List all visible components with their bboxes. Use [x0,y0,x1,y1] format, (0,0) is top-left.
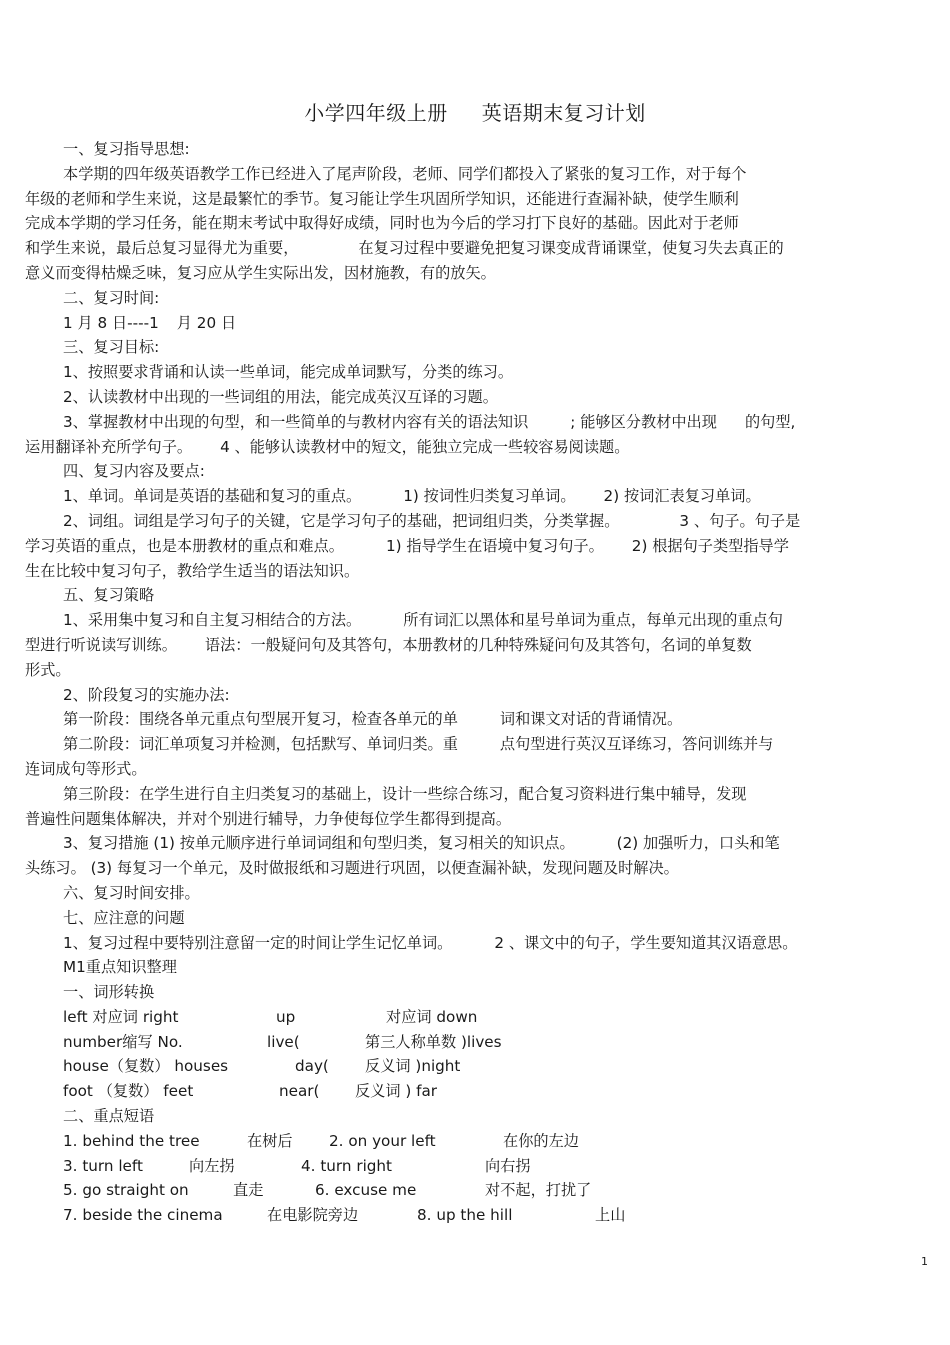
paragraph-line [25,534,915,559]
paragraph-line: 完成本学期的学习任务，能在期末考试中取得好成绩，同时也为今后的学习打下良好的基础。因此对于老师 [25,214,739,233]
text-span: 的句型, [744,412,796,431]
paragraph-line [25,707,915,732]
phrase-row [25,1178,915,1203]
m1-heading: M1重点知识整理 [63,958,177,977]
paragraph-line [25,410,915,435]
phrase-zh: 上山 [595,1206,626,1225]
page-title [0,97,950,126]
paragraph-line: 形式。 [25,660,71,679]
text-span: 1、复习过程中要特别注意留一定的时间让学生记忆单词。 [63,933,453,952]
phrase-zh: 对不起，打扰了 [485,1181,592,1200]
word-form-row [25,1054,915,1079]
paragraph-line: 普遍性问题集体解决，并对个别进行辅导，力争使每位学生都得到提高。 [25,809,511,828]
phrase-en: 2. on your left [329,1131,436,1150]
section-heading: 三、复习目标: [63,338,160,357]
section-heading: 一、复习指导思想: [63,140,190,158]
text-span: 所有词汇以黑体和星号单词为重点，每单元出现的重点句 [403,611,783,630]
phrase-zh: 在你的左边 [503,1131,579,1150]
text-span: (2) 加强听力，口头和笔 [616,834,780,853]
subsection-heading: 一、词形转换 [63,983,155,1002]
text-span: 第一阶段：围绕各单元重点句型展开复习，检查各单元的单 [63,710,458,729]
paragraph-line [25,608,915,633]
word-form-cell: 反义词 )night [365,1057,461,1076]
text-span: ; 能够区分教材中出现 [570,412,717,431]
text-span: 3、复习措施 (1) 按单元顺序进行单词词组和句型归类，复习相关的知识点。 [63,834,575,853]
word-form-cell [503,1054,703,1079]
paragraph-line: 头练习。 (3) 每复习一个单元，及时做报纸和习题进行巩固，以便查漏补缺，发现问题及时解决。 [25,859,679,878]
word-form-cell: day( [295,1057,329,1076]
phrase-row [25,1203,915,1228]
word-form-cell: foot （复数） feet [63,1082,194,1101]
paragraph-line [25,484,915,509]
section-heading: 七、应注意的问题 [63,908,185,927]
word-form-cell: number缩写 No. [63,1032,183,1051]
paragraph-line [25,732,915,757]
phrase-zh: 在电影院旁边 [267,1206,359,1225]
word-form-cell [531,1079,731,1104]
paragraph-line [25,633,915,658]
phrase-zh: 直走 [233,1181,264,1200]
phrase-en: 8. up the hill [417,1206,513,1225]
word-form-cell: 第三人称单数 )lives [365,1032,502,1051]
text-span: 1) 按词性归类复习单词。 [403,487,576,506]
text-span: 2、词组。词组是学习句子的关键，它是学习句子的基础，把词组归类，分类掌握。 [63,511,620,530]
paragraph-line [25,509,915,534]
paragraph-line: 1、按照要求背诵和认读一些单词，能完成单词默写，分类的练习。 [63,363,514,382]
text-span: 和学生来说，最后总复习显得尤为重要， [25,239,299,258]
text-span: 运用翻译补充所学句子。 [25,437,193,456]
text-span: 语法：一般疑问句及其答句，本册教材的几种特殊疑问句及其答句，名词的单复数 [204,635,752,654]
word-form-cell [503,1030,703,1055]
text-span: 3、掌握教材中出现的句型，和一些简单的与教材内容有关的语法知识 [63,412,529,431]
word-form-row [25,1079,915,1104]
text-span: 点句型进行英汉互译练习，答问训练并与 [499,735,774,754]
text-span: 第二阶段：词汇单项复习并检测，包括默写、单词归类。重 [63,735,458,754]
paragraph-line [25,311,915,336]
word-form-cell: live( [267,1032,300,1051]
paragraph-line: 2、认读教材中出现的一些词组的用法，能完成英汉互译的习题。 [63,387,498,406]
paragraph-line: 第三阶段：在学生进行自主归类复习的基础上，设计一些综合练习，配合复习资料进行集中辅导，发现 [63,784,747,803]
word-form-row [25,1030,915,1055]
paragraph-line: 生在比较中复习句子，教给学生适当的语法知识。 [25,561,360,580]
word-form-cell: left 对应词 right [63,1007,179,1026]
word-form-cell: 反义词 ) far [355,1082,438,1101]
phrase-zh: 向左拐 [189,1156,235,1175]
subsection-heading: 二、重点短语 [63,1107,155,1126]
phrase-en: 7. beside the cinema [63,1206,223,1225]
paragraph-line [25,931,915,956]
text-span: 4 、能够认读教材中的短文，能独立完成一些较容易阅读题。 [220,437,630,456]
word-form-cell [530,1005,730,1030]
text-span: 学习英语的重点，也是本册教材的重点和难点。 [25,536,344,555]
text-span: 在复习过程中要避免把复习课变成背诵课堂，使复习失去真正的 [358,239,784,258]
text-span: 1、单词。单词是英语的基础和复习的重点。 [63,487,362,506]
text-span: 2) 根据句子类型指导学 [631,536,789,555]
text-span: 2 、课文中的句子，学生要知道其汉语意思。 [494,933,798,952]
phrase-en: 5. go straight on [63,1181,189,1200]
text-span: 型进行听说读写训练。 [25,635,177,654]
text-span: 1 月 8 日----1 [63,313,159,332]
section-heading: 六、复习时间安排。 [63,883,200,902]
section-heading: 五、复习策略 [63,586,155,605]
section-heading: 四、复习内容及要点: [63,462,205,481]
word-form-cell: up [276,1007,296,1026]
word-form-cell: 对应词 down [386,1007,478,1026]
document-body [25,137,915,1228]
word-form-cell: near( [279,1082,320,1101]
phrase-en: 4. turn right [301,1156,393,1175]
paragraph-line: 意义而变得枯燥乏味，复习应从学生实际出发，因材施教，有的放矢。 [25,263,496,282]
text-span: 2) 按词汇表复习单词。 [603,487,761,506]
paragraph-line: 年级的老师和学生来说，这是最繁忙的季节。复习能让学生巩固所学知识，还能进行查漏补缺，使学生顺利 [25,189,739,208]
word-form-row [25,1005,915,1030]
paragraph-line: 连词成句等形式。 [25,759,147,778]
paragraph-line: 2、阶段复习的实施办法: [63,685,230,704]
phrase-en: 6. excuse me [315,1181,417,1200]
text-span: 词和课文对话的背诵情况。 [499,710,683,729]
paragraph-line: 本学期的四年级英语教学工作已经进入了尾声阶段，老师、同学们都投入了紧张的复习工作，对于每个 [63,164,747,183]
paragraph-line [25,831,915,856]
phrase-zh: 向右拐 [485,1156,531,1175]
title-part-2: 英语期末复习计划 [481,101,646,125]
text-span: 月 20 日 [176,313,237,332]
word-form-cell: house（复数） houses [63,1057,229,1076]
section-heading: 二、复习时间: [63,288,160,307]
text-span: 1、采用集中复习和自主复习相结合的方法。 [63,611,362,630]
text-span: 3 、句子。句子是 [679,511,801,530]
phrase-en: 1. behind the tree [63,1131,200,1150]
phrase-zh: 在树后 [247,1131,293,1150]
page-number: 1 [921,1255,928,1268]
text-span: 1) 指导学生在语境中复习句子。 [385,536,604,555]
paragraph-line [25,435,915,460]
phrase-en: 3. turn left [63,1156,143,1175]
phrase-row [25,1154,915,1179]
paragraph-line [25,236,915,261]
title-part-1: 小学四年级上册 [304,101,448,125]
phrase-row [25,1129,915,1154]
